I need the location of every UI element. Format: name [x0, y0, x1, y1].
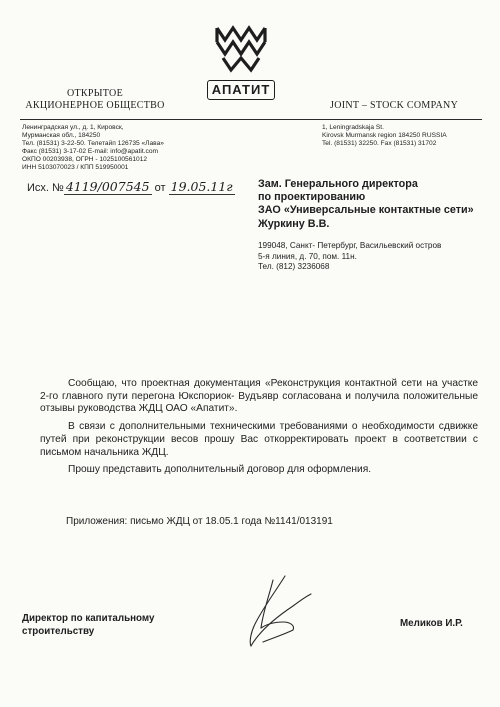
address-line: ОКПО 00203938, ОГРН - 1025100561012 [22, 155, 148, 163]
letter-body [40, 378, 478, 482]
addressee-address [258, 241, 441, 273]
company-name-en: JOINT – STOCK COMPANY [330, 100, 459, 111]
addressee-line: ЗАО «Универсальные контактные сети» [258, 204, 474, 217]
addressee-line: Зам. Генерального директора [258, 178, 418, 190]
outgoing-registration [27, 179, 235, 194]
handwritten-signature-icon [215, 572, 335, 652]
company-name-ru [20, 88, 170, 112]
body-paragraph: В связи с дополнительными техническими требованиями о необходимости сдвижке путей при реконструкции весов прошу Вас откорректировать проект в соответствии с письмом начальника ЖДЦ. [40, 421, 478, 458]
address-line-en: Tel. (81531) 32250. Fax (81531) 31702 [322, 139, 437, 147]
signatory-name: Меликов И.Р. [400, 618, 463, 629]
address-line: Факс (81531) 3-17-02 E-mail: info@apatit.com [22, 147, 158, 155]
reg-number: 4119/007545 [65, 179, 150, 194]
addressee-line: по проектированию [258, 191, 366, 204]
signatory-title-line2: строительству [22, 626, 95, 637]
address-line: Тел. (81531) 3-22-50. Телетайп 126735 «Лава» [22, 139, 164, 147]
attachment-note: Приложения: письмо ЖДЦ от 18.05.1 года №1141/013191 [66, 516, 333, 527]
reg-from-label: от [154, 182, 166, 194]
body-paragraph: Сообщаю, что проектная документация «Реконструкция контактной сети на участке 2-го главного пути перегона Юкспориок- Вудъявр согласована и получила положительные отзывы руководства ЖДЦ ОАО «Апатит». [40, 378, 478, 415]
company-type-line1: ОТКРЫТОЕ [67, 88, 123, 99]
body-paragraph: Прошу представить дополнительный договор для оформления. [68, 464, 372, 476]
reg-prefix: Исх. № [27, 182, 64, 194]
address-line: ИНН 5103070023 / КПП 519950001 [22, 163, 129, 171]
address-line-en: 1, Leningradskaja St. [322, 124, 384, 131]
addressee-line: Журкину В.В. [258, 217, 330, 230]
signatory-title [22, 612, 154, 638]
brand-name: АПАТИТ [207, 80, 275, 100]
company-type-line2: АКЦИОНЕРНОЕ ОБЩЕСТВО [25, 100, 165, 111]
addressee-address-line: Тел. (812) 3236068 [258, 262, 330, 271]
header-divider [20, 119, 482, 120]
signatory-title-line1: Директор по капитальному [22, 613, 155, 624]
apatit-logo-icon [213, 22, 269, 76]
sender-address-en [322, 124, 447, 148]
sender-address-ru [22, 124, 164, 171]
address-line: Мурманская обл., 184250 [22, 131, 101, 139]
address-line: Ленинградская ул., д. 1, Кировск, [22, 124, 124, 131]
addressee-address-line: 199048, Санкт- Петербург, Васильевский остров [258, 241, 442, 250]
address-line-en: Kirovsk Murmansk region 184250 RUSSIA [322, 131, 447, 139]
reg-date: 19.05.11г [170, 179, 233, 194]
addressee-block [258, 178, 488, 231]
addressee-address-line: 5-я линия, д. 70, пом. 11н. [258, 251, 357, 261]
